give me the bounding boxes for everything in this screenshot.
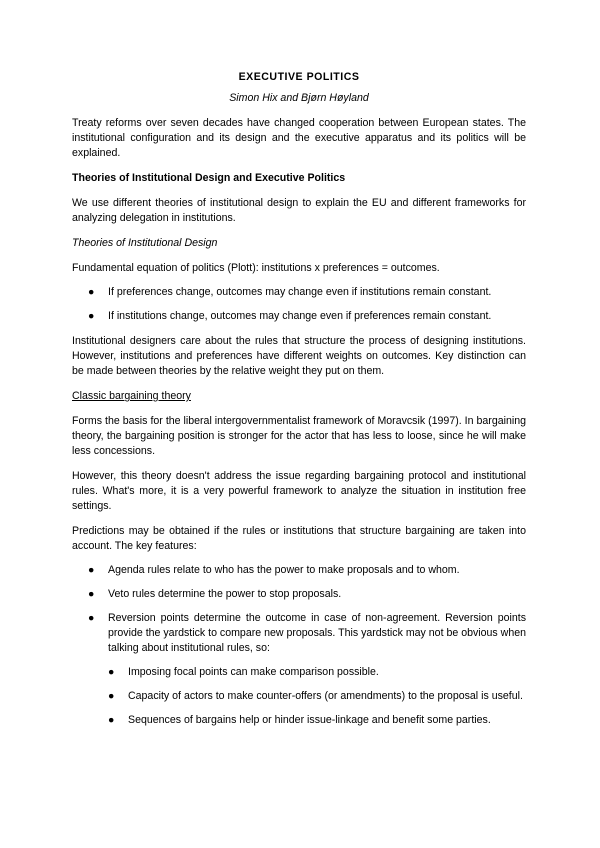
intro-paragraph: Treaty reforms over seven decades have changed cooperation between European states. The institutional configuration and its design and the executive apparatus and its politics will be explained. (72, 117, 526, 159)
bullet-icon: ● (88, 286, 95, 298)
classic-bargaining-paragraph-3: Predictions may be obtained if the rules or institutions that structure bargaining are taken into account. The key features: (72, 525, 526, 552)
plott-equation-paragraph: Fundamental equation of politics (Plott): institutions x preferences = outcomes. (72, 262, 440, 274)
bullet-icon: ● (88, 564, 95, 576)
bullet-icon: ● (88, 310, 95, 322)
list-item-text: Sequences of bargains help or hinder issue-linkage and benefit some parties. (128, 714, 491, 726)
subsection-heading-classic-bargaining: Classic bargaining theory (72, 390, 191, 402)
list-item (72, 611, 526, 656)
list-item-text: Imposing focal points can make comparison possible. (128, 666, 379, 678)
list-item-text: Capacity of actors to make counter-offers (or amendments) to the proposal is useful. (128, 690, 523, 702)
list-item (72, 563, 526, 578)
classic-bargaining-paragraph-2: However, this theory doesn't address the issue regarding bargaining protocol and institutional rules. What's more, it is a very powerful framework to analyze the situation in institution free settings. (72, 470, 526, 512)
subsection-heading-institutional-design: Theories of Institutional Design (72, 237, 218, 249)
list-item (92, 713, 526, 728)
list-item-text: If preferences change, outcomes may change even if institutions remain constant. (108, 286, 492, 298)
bullet-icon: ● (88, 588, 95, 600)
list-item (72, 309, 526, 324)
bullet-icon: ● (88, 612, 95, 624)
reversion-points-sub-list (92, 665, 526, 728)
classic-bargaining-paragraph-1: Forms the basis for the liberal intergovernmentalist framework of Moravcsik (1997). In bargaining theory, the bargaining position is stronger for the actor that has less to loose, since he will make less concessions. (72, 415, 526, 457)
list-item-text: Reversion points determine the outcome in case of non-agreement. Reversion points provide the yardstick to compare new proposals. This yardstick may not be obvious when talking about institutional rules, so: (108, 612, 526, 654)
document-title: EXECUTIVE POLITICS (238, 71, 360, 83)
list-item-text: Veto rules determine the power to stop proposals. (108, 588, 342, 600)
key-features-bullet-list (72, 563, 526, 656)
preferences-bullet-list (72, 285, 526, 324)
list-item (72, 285, 526, 300)
section-heading-theories: Theories of Institutional Design and Executive Politics (72, 172, 346, 184)
list-item (92, 665, 526, 680)
list-item-text: Agenda rules relate to who has the power to make proposals and to whom. (108, 564, 460, 576)
list-item (72, 587, 526, 602)
bullet-icon: ● (108, 666, 115, 678)
document-page (72, 70, 526, 728)
section-paragraph-theories: We use different theories of institutional design to explain the EU and different frameworks for analyzing delegation in institutions. (72, 197, 526, 224)
document-authors: Simon Hix and Bjørn Høyland (229, 92, 369, 104)
bullet-icon: ● (108, 714, 115, 726)
list-item (92, 689, 526, 704)
bullet-icon: ● (108, 690, 115, 702)
list-item-text: If institutions change, outcomes may change even if preferences remain constant. (108, 310, 492, 322)
institutional-designers-paragraph: Institutional designers care about the rules that structure the process of designing institutions. However, institutions and preferences have different weights on outcomes. Key distinction can be made between theories by the relative weight they put on them. (72, 335, 526, 377)
